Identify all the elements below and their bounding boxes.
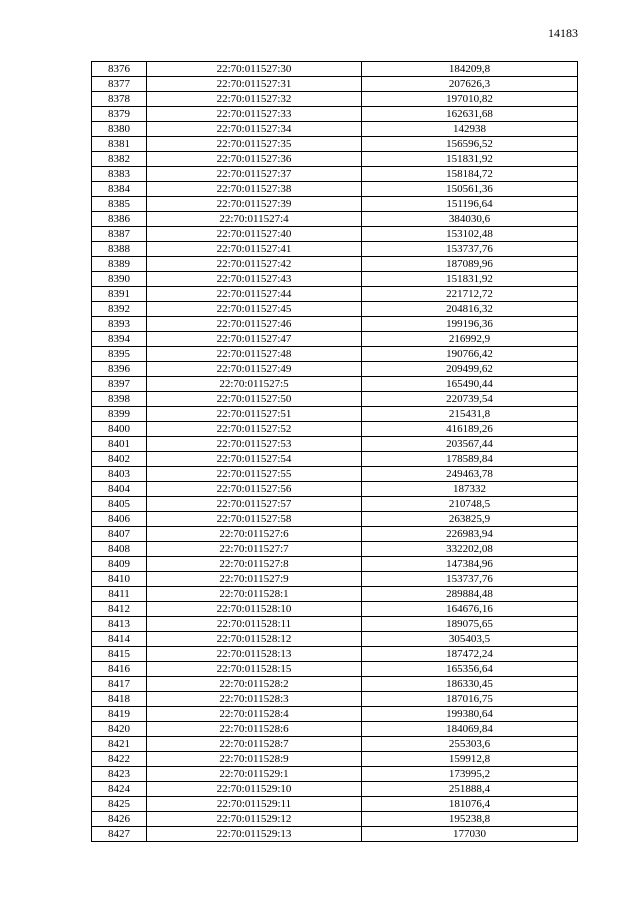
table-row [92, 107, 578, 122]
row-number-cell: 8393 [92, 317, 147, 332]
row-number-cell: 8389 [92, 257, 147, 272]
row-number-cell: 8395 [92, 347, 147, 362]
cadastral-number-cell: 22:70:011527:6 [147, 527, 362, 542]
table-row [92, 662, 578, 677]
value-cell: 263825,9 [362, 512, 578, 527]
table-row [92, 317, 578, 332]
cadastral-number-cell: 22:70:011527:40 [147, 227, 362, 242]
row-number-cell: 8383 [92, 167, 147, 182]
value-cell: 216992,9 [362, 332, 578, 347]
row-number-cell: 8410 [92, 572, 147, 587]
value-cell: 215431,8 [362, 407, 578, 422]
row-number-cell: 8377 [92, 77, 147, 92]
cadastral-number-cell: 22:70:011528:3 [147, 692, 362, 707]
cadastral-number-cell: 22:70:011527:46 [147, 317, 362, 332]
row-number-cell: 8408 [92, 542, 147, 557]
table-row [92, 392, 578, 407]
table-row [92, 482, 578, 497]
row-number-cell: 8390 [92, 272, 147, 287]
row-number-cell: 8394 [92, 332, 147, 347]
row-number-cell: 8400 [92, 422, 147, 437]
table-row [92, 182, 578, 197]
cadastral-number-cell: 22:70:011527:47 [147, 332, 362, 347]
row-number-cell: 8425 [92, 797, 147, 812]
value-cell: 195238,8 [362, 812, 578, 827]
table-row [92, 347, 578, 362]
table-row [92, 302, 578, 317]
value-cell: 153737,76 [362, 572, 578, 587]
row-number-cell: 8409 [92, 557, 147, 572]
value-cell: 197010,82 [362, 92, 578, 107]
value-cell: 177030 [362, 827, 578, 842]
cadastral-number-cell: 22:70:011527:42 [147, 257, 362, 272]
value-cell: 151196,64 [362, 197, 578, 212]
row-number-cell: 8399 [92, 407, 147, 422]
table-row [92, 167, 578, 182]
row-number-cell: 8391 [92, 287, 147, 302]
row-number-cell: 8381 [92, 137, 147, 152]
row-number-cell: 8414 [92, 632, 147, 647]
row-number-cell: 8401 [92, 437, 147, 452]
cadastral-number-cell: 22:70:011527:9 [147, 572, 362, 587]
value-cell: 178589,84 [362, 452, 578, 467]
table-row [92, 557, 578, 572]
value-cell: 165490,44 [362, 377, 578, 392]
table-row [92, 767, 578, 782]
cadastral-number-cell: 22:70:011527:44 [147, 287, 362, 302]
row-number-cell: 8427 [92, 827, 147, 842]
cadastral-number-cell: 22:70:011527:39 [147, 197, 362, 212]
value-cell: 416189,26 [362, 422, 578, 437]
cadastral-number-cell: 22:70:011528:9 [147, 752, 362, 767]
table-row [92, 212, 578, 227]
value-cell: 150561,36 [362, 182, 578, 197]
row-number-cell: 8417 [92, 677, 147, 692]
table-row [92, 242, 578, 257]
value-cell: 199196,36 [362, 317, 578, 332]
table-row [92, 287, 578, 302]
row-number-cell: 8426 [92, 812, 147, 827]
table-row [92, 647, 578, 662]
cadastral-number-cell: 22:70:011527:43 [147, 272, 362, 287]
table-row [92, 527, 578, 542]
cadastral-number-cell: 22:70:011527:56 [147, 482, 362, 497]
row-number-cell: 8397 [92, 377, 147, 392]
value-cell: 181076,4 [362, 797, 578, 812]
row-number-cell: 8404 [92, 482, 147, 497]
cadastral-number-cell: 22:70:011529:1 [147, 767, 362, 782]
table-row [92, 197, 578, 212]
table-row [92, 422, 578, 437]
value-cell: 151831,92 [362, 152, 578, 167]
value-cell: 164676,16 [362, 602, 578, 617]
row-number-cell: 8415 [92, 647, 147, 662]
cadastral-number-cell: 22:70:011527:4 [147, 212, 362, 227]
row-number-cell: 8388 [92, 242, 147, 257]
value-cell: 209499,62 [362, 362, 578, 377]
value-cell: 186330,45 [362, 677, 578, 692]
table-row [92, 152, 578, 167]
table-row [92, 467, 578, 482]
value-cell: 255303,6 [362, 737, 578, 752]
value-cell: 207626,3 [362, 77, 578, 92]
cadastral-number-cell: 22:70:011527:32 [147, 92, 362, 107]
table-row [92, 722, 578, 737]
value-cell: 184209,8 [362, 62, 578, 77]
page-number: 14183 [548, 26, 578, 40]
row-number-cell: 8402 [92, 452, 147, 467]
cadastral-number-cell: 22:70:011527:35 [147, 137, 362, 152]
row-number-cell: 8396 [92, 362, 147, 377]
value-cell: 204816,32 [362, 302, 578, 317]
value-cell: 384030,6 [362, 212, 578, 227]
row-number-cell: 8419 [92, 707, 147, 722]
row-number-cell: 8413 [92, 617, 147, 632]
cadastral-number-cell: 22:70:011528:4 [147, 707, 362, 722]
row-number-cell: 8387 [92, 227, 147, 242]
table-row [92, 332, 578, 347]
value-cell: 226983,94 [362, 527, 578, 542]
cadastral-number-cell: 22:70:011528:6 [147, 722, 362, 737]
value-cell: 153102,48 [362, 227, 578, 242]
value-cell: 147384,96 [362, 557, 578, 572]
value-cell: 187472,24 [362, 647, 578, 662]
cadastral-number-cell: 22:70:011528:15 [147, 662, 362, 677]
row-number-cell: 8423 [92, 767, 147, 782]
table-row [92, 77, 578, 92]
cadastral-number-cell: 22:70:011527:58 [147, 512, 362, 527]
value-cell: 173995,2 [362, 767, 578, 782]
value-cell: 332202,08 [362, 542, 578, 557]
value-cell: 184069,84 [362, 722, 578, 737]
cadastral-number-cell: 22:70:011529:11 [147, 797, 362, 812]
value-cell: 156596,52 [362, 137, 578, 152]
value-cell: 159912,8 [362, 752, 578, 767]
row-number-cell: 8398 [92, 392, 147, 407]
value-cell: 210748,5 [362, 497, 578, 512]
row-number-cell: 8424 [92, 782, 147, 797]
row-number-cell: 8418 [92, 692, 147, 707]
table-row [92, 257, 578, 272]
cadastral-number-cell: 22:70:011527:48 [147, 347, 362, 362]
cadastral-number-cell: 22:70:011528:10 [147, 602, 362, 617]
cadastral-number-cell: 22:70:011527:41 [147, 242, 362, 257]
row-number-cell: 8420 [92, 722, 147, 737]
value-cell: 142938 [362, 122, 578, 137]
cadastral-number-cell: 22:70:011528:1 [147, 587, 362, 602]
cadastral-number-cell: 22:70:011527:36 [147, 152, 362, 167]
cadastral-number-cell: 22:70:011527:50 [147, 392, 362, 407]
table-row [92, 782, 578, 797]
row-number-cell: 8384 [92, 182, 147, 197]
table-row [92, 587, 578, 602]
row-number-cell: 8405 [92, 497, 147, 512]
cadastral-number-cell: 22:70:011527:5 [147, 377, 362, 392]
table-row [92, 707, 578, 722]
cadastral-number-cell: 22:70:011527:7 [147, 542, 362, 557]
table-row [92, 452, 578, 467]
row-number-cell: 8411 [92, 587, 147, 602]
table-row [92, 377, 578, 392]
cadastral-number-cell: 22:70:011527:8 [147, 557, 362, 572]
value-cell: 187089,96 [362, 257, 578, 272]
table-row [92, 572, 578, 587]
cadastral-number-cell: 22:70:011528:12 [147, 632, 362, 647]
table-row [92, 827, 578, 842]
row-number-cell: 8407 [92, 527, 147, 542]
value-cell: 165356,64 [362, 662, 578, 677]
table-row [92, 137, 578, 152]
row-number-cell: 8416 [92, 662, 147, 677]
table-row [92, 512, 578, 527]
cadastral-number-cell: 22:70:011527:38 [147, 182, 362, 197]
row-number-cell: 8412 [92, 602, 147, 617]
value-cell: 162631,68 [362, 107, 578, 122]
table-body [92, 62, 578, 842]
registry-table [91, 61, 578, 842]
cadastral-number-cell: 22:70:011527:37 [147, 167, 362, 182]
row-number-cell: 8421 [92, 737, 147, 752]
cadastral-number-cell: 22:70:011527:45 [147, 302, 362, 317]
cadastral-number-cell: 22:70:011527:51 [147, 407, 362, 422]
cadastral-number-cell: 22:70:011528:2 [147, 677, 362, 692]
cadastral-number-cell: 22:70:011527:30 [147, 62, 362, 77]
cadastral-number-cell: 22:70:011529:13 [147, 827, 362, 842]
table-row [92, 272, 578, 287]
table-row [92, 122, 578, 137]
cadastral-number-cell: 22:70:011527:49 [147, 362, 362, 377]
cadastral-number-cell: 22:70:011527:33 [147, 107, 362, 122]
row-number-cell: 8382 [92, 152, 147, 167]
table-row [92, 407, 578, 422]
cadastral-number-cell: 22:70:011527:52 [147, 422, 362, 437]
table-row [92, 617, 578, 632]
table-row [92, 737, 578, 752]
row-number-cell: 8379 [92, 107, 147, 122]
value-cell: 289884,48 [362, 587, 578, 602]
cadastral-number-cell: 22:70:011528:11 [147, 617, 362, 632]
value-cell: 251888,4 [362, 782, 578, 797]
table-row [92, 92, 578, 107]
table-row [92, 752, 578, 767]
table-row [92, 437, 578, 452]
value-cell: 187332 [362, 482, 578, 497]
row-number-cell: 8380 [92, 122, 147, 137]
row-number-cell: 8378 [92, 92, 147, 107]
table-row [92, 362, 578, 377]
cadastral-number-cell: 22:70:011528:13 [147, 647, 362, 662]
cadastral-number-cell: 22:70:011527:31 [147, 77, 362, 92]
value-cell: 187016,75 [362, 692, 578, 707]
value-cell: 203567,44 [362, 437, 578, 452]
cadastral-number-cell: 22:70:011529:12 [147, 812, 362, 827]
value-cell: 190766,42 [362, 347, 578, 362]
table-row [92, 632, 578, 647]
table-row [92, 602, 578, 617]
table-row [92, 692, 578, 707]
table-row [92, 497, 578, 512]
row-number-cell: 8403 [92, 467, 147, 482]
table-row [92, 227, 578, 242]
value-cell: 153737,76 [362, 242, 578, 257]
row-number-cell: 8376 [92, 62, 147, 77]
cadastral-number-cell: 22:70:011527:57 [147, 497, 362, 512]
row-number-cell: 8386 [92, 212, 147, 227]
table-row [92, 677, 578, 692]
value-cell: 151831,92 [362, 272, 578, 287]
table-row [92, 542, 578, 557]
cadastral-number-cell: 22:70:011528:7 [147, 737, 362, 752]
value-cell: 199380,64 [362, 707, 578, 722]
table-row [92, 797, 578, 812]
row-number-cell: 8392 [92, 302, 147, 317]
cadastral-number-cell: 22:70:011527:53 [147, 437, 362, 452]
cadastral-number-cell: 22:70:011527:54 [147, 452, 362, 467]
table-row [92, 62, 578, 77]
value-cell: 249463,78 [362, 467, 578, 482]
value-cell: 220739,54 [362, 392, 578, 407]
cadastral-number-cell: 22:70:011529:10 [147, 782, 362, 797]
value-cell: 221712,72 [362, 287, 578, 302]
row-number-cell: 8385 [92, 197, 147, 212]
value-cell: 189075,65 [362, 617, 578, 632]
cadastral-number-cell: 22:70:011527:55 [147, 467, 362, 482]
table-row [92, 812, 578, 827]
value-cell: 158184,72 [362, 167, 578, 182]
row-number-cell: 8406 [92, 512, 147, 527]
row-number-cell: 8422 [92, 752, 147, 767]
cadastral-number-cell: 22:70:011527:34 [147, 122, 362, 137]
value-cell: 305403,5 [362, 632, 578, 647]
